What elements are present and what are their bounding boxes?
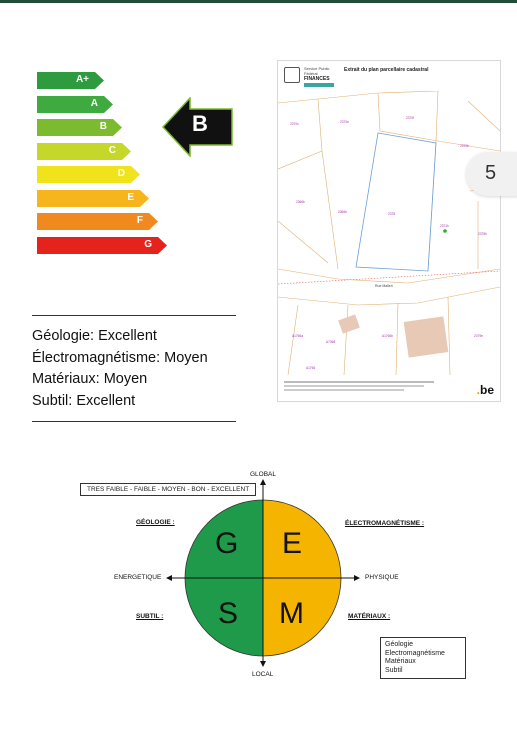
letter-s: S (218, 597, 239, 630)
arrow-right-icon (354, 575, 360, 581)
energy-rating-arrow (162, 97, 234, 157)
energy-class-d (37, 166, 141, 183)
energy-class-label: A (90, 97, 98, 109)
arrow-up-icon (260, 479, 266, 485)
parcel-label: 2370c (290, 122, 299, 126)
parcel-label: A1766 (306, 366, 316, 370)
label-geologie: GÉOLOGIE : (136, 519, 175, 526)
axis-label-global: GLOBAL (250, 471, 277, 478)
legend-item-subtil: Subtil (385, 666, 403, 674)
energy-class-label: A+ (75, 74, 89, 85)
be-logo: .be (476, 383, 494, 397)
page-number: 5 (485, 162, 497, 184)
legend-box (380, 637, 466, 679)
parcel-label: 2370b (460, 144, 469, 148)
parcel-label: 2366k (296, 200, 305, 204)
energy-class-a (37, 96, 114, 113)
parcel-map (278, 91, 500, 375)
parcel-label: 2371k (440, 224, 449, 228)
letter-e: E (282, 527, 303, 560)
divider-top (32, 315, 236, 316)
arrow-left-icon (166, 575, 172, 581)
svg-text:Rue Mallen: Rue Mallen (375, 284, 393, 288)
parcel-label: A1766b (382, 334, 393, 338)
label-electromagnetisme: ÉLECTROMAGNÉTISME : (345, 520, 425, 527)
plan-title: Extrait du plan parcellaire cadastral (344, 67, 429, 73)
parcel-label: A7368 (326, 340, 336, 344)
arrow-down-icon (260, 661, 266, 667)
divider-bottom (32, 421, 236, 422)
energy-class-c (37, 143, 132, 160)
top-accent-bar (0, 0, 517, 3)
energy-class-label: B (99, 121, 107, 132)
government-crest-icon (284, 67, 300, 83)
parcel-label: A1766a (292, 334, 303, 338)
plan-color-band (304, 83, 334, 87)
gesm-diagram (60, 465, 480, 685)
org-line-1: Service Public (304, 66, 330, 71)
parcel-label: 2379e (474, 334, 483, 338)
ratings-list (32, 326, 208, 412)
legend-item-geologie: Géologie (385, 641, 414, 648)
energy-class-f (37, 213, 159, 230)
page-number-badge (466, 152, 517, 196)
rating-electromagnetisme: Électromagnétisme: Moyen (32, 349, 208, 366)
org-line-3: FINANCES (304, 76, 330, 82)
cadastral-plan-extract[interactable] (277, 60, 501, 402)
rating-geologie: Géologie: Excellent (32, 328, 157, 344)
org-line-2: Fédéral (304, 71, 318, 76)
parcel-label: 2370e (340, 120, 349, 124)
label-materiaux: MATÉRIAUX : (348, 613, 391, 620)
quality-scale-box: TRES FAIBLE - FAIBLE - MOYEN - BON - EXCELLENT (80, 483, 256, 496)
energy-rating-value: B (192, 111, 208, 136)
energy-class-b (37, 119, 123, 136)
energy-class-label: D (117, 168, 125, 179)
plan-footer (278, 375, 500, 401)
rating-subtil: Subtil: Excellent (32, 392, 136, 409)
axis-label-local: LOCAL (252, 671, 274, 678)
energy-class-g (37, 237, 168, 254)
energy-class-e (37, 190, 150, 207)
label-subtil: SUBTIL : (136, 613, 164, 620)
parcel-label: 2370f (406, 116, 414, 120)
rating-materiaux: Matériaux: Moyen (32, 371, 148, 387)
plan-header (278, 61, 500, 91)
parcel-label: 2378h (478, 232, 487, 236)
parcel-label: 2378 (388, 212, 396, 216)
energy-class-label: G (144, 238, 152, 250)
energy-class-aplus (37, 72, 105, 89)
energy-class-label: E (127, 191, 134, 203)
letter-g: G (215, 527, 239, 560)
axis-label-physique: PHYSIQUE (365, 574, 399, 581)
letter-m: M (279, 597, 304, 630)
legend-item-electromagnetisme: Electromagnétisme (385, 649, 445, 657)
energy-class-label: C (108, 144, 116, 156)
parcel-label: 2366b (338, 210, 347, 214)
energy-class-label: F (136, 215, 143, 226)
energy-rating-scale (37, 72, 177, 262)
legend-item-materiaux: Matériaux (385, 658, 416, 665)
axis-label-energetique: ENERGETIQUE (114, 574, 162, 581)
